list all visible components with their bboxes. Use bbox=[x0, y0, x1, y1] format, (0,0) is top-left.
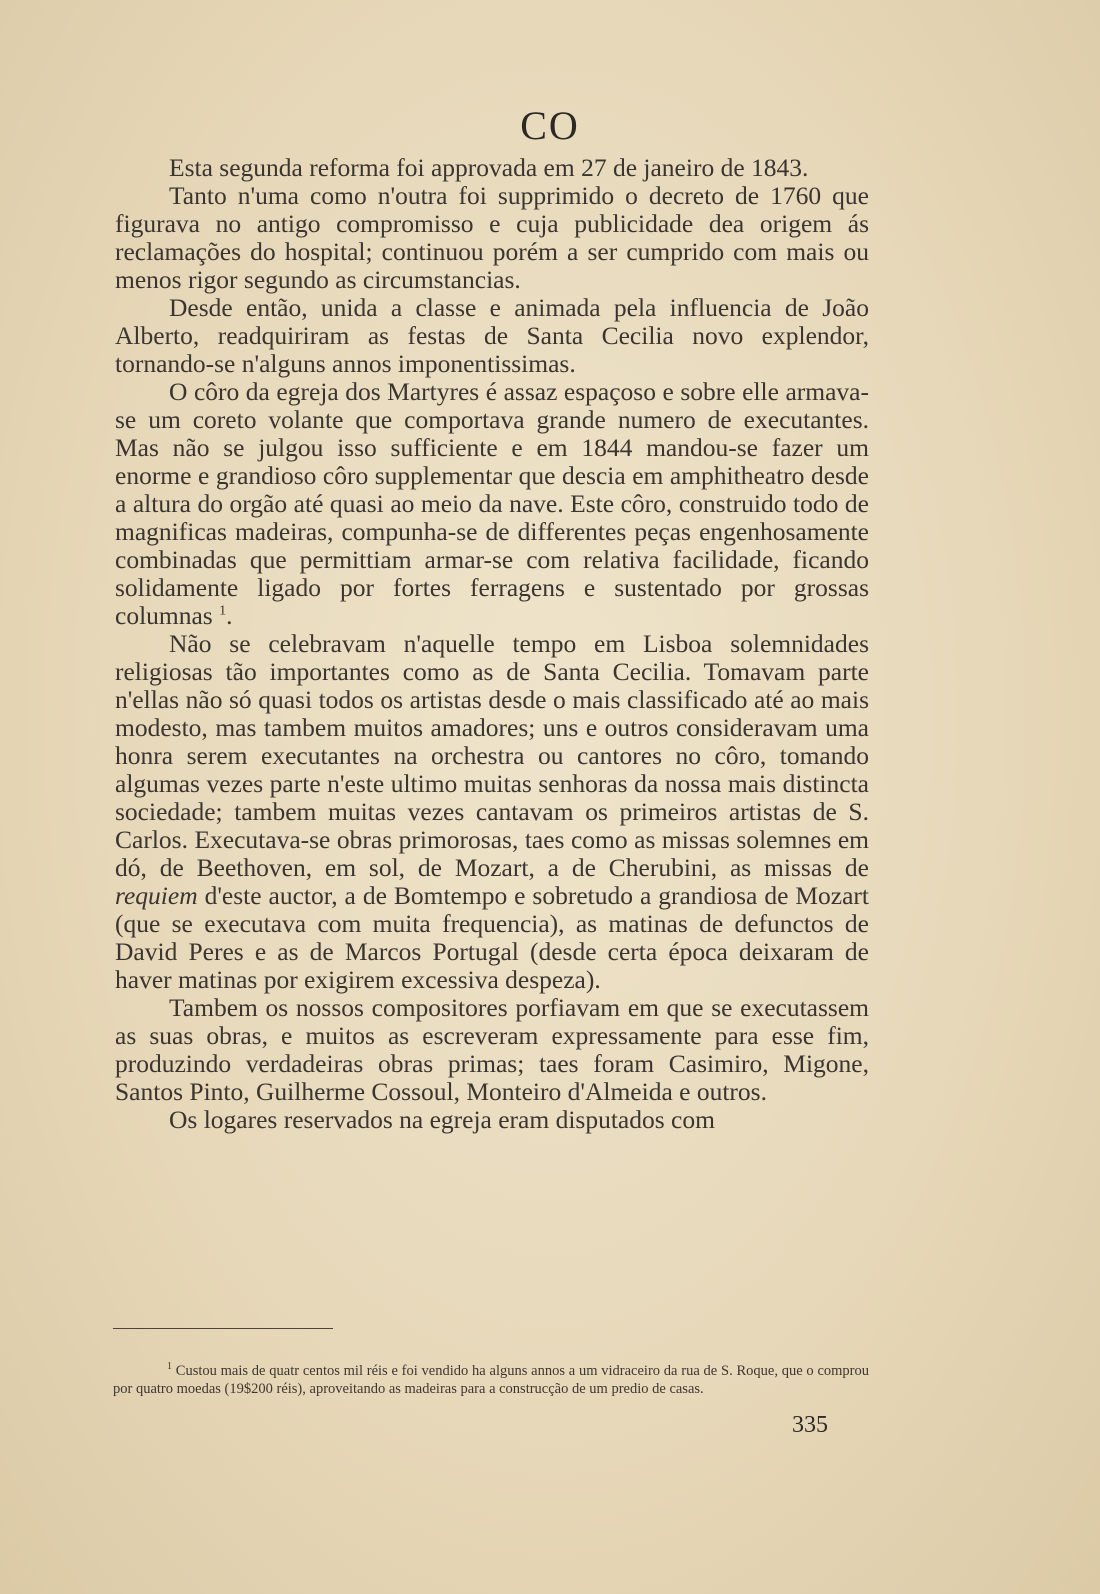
paragraph: Desde então, unida a classe e animada pela influencia de João Alberto, readquiriram as festas de Santa Cecilia novo explendor, tornando-se n'alguns annos imponentissimas. bbox=[115, 293, 869, 378]
footnote-divider bbox=[113, 1328, 333, 1329]
page-header-ornament: CO bbox=[520, 103, 580, 148]
paragraph: Tanto n'uma como n'outra foi supprimido o decreto de 1760 que figurava no antigo compromisso e cuja publicidade dea origem ás reclamações do hospital; continuou porém a ser cumprido com mais ou menos rigor segundo as circumstancias. bbox=[115, 181, 869, 294]
footnote bbox=[113, 1362, 869, 1398]
paragraph: Tambem os nossos compositores porfiavam em que se executassem as suas obras, e muitos as escreveram expressamente para esse fim, produzindo verdadeiras obras primas; taes foram Casimiro, Migone, Santos Pinto, Guilherme Cossoul, Monteiro d'Almeida e outros. bbox=[115, 993, 869, 1106]
paragraph-text: O côro da egreja dos Martyres é assaz espaçoso e sobre elle armava-se um coreto volante que comportava grande numero de executantes. Mas não se julgou isso sufficiente e em 1844 mandou-se fazer um enorme e grandioso côro supplementar que descia em amphitheatro desde a altura do orgão até quasi ao meio da nave. Este côro, construido todo de magnificas madeiras, compunha-se de differentes peças engenhosamente combinadas que permittiam armar-se com relativa facilidade, ficando solidamente ligado por fortes ferragens e sustentado por grossas columnas bbox=[115, 377, 869, 630]
body-text bbox=[115, 154, 869, 1134]
page-number: 335 bbox=[792, 1412, 828, 1438]
paragraph-text-continued: d'este auctor, a de Bomtempo e sobretudo a grandiosa de Mozart (que se executava com muita frequencia), as matinas de defunctos de David Peres e as de Marcos Portugal (desde certa época deixaram de haver matinas por exigirem excessiva despeza). bbox=[115, 881, 869, 994]
paragraph: Esta segunda reforma foi approvada em 27 de janeiro de 1843. bbox=[169, 153, 809, 182]
paragraph: Os logares reservados na egreja eram disputados com bbox=[169, 1105, 715, 1134]
footnote-reference: 1 bbox=[219, 603, 227, 619]
footnote-text: $^1$ Custou mais de quatr centos mil réis e foi vendido ha alguns annos a um vidraceiro da rua de S. Roque, que o comprou por quatro moedas (19$200 réis), aproveitando as madeiras para a construcção de um predio de casas. bbox=[113, 1361, 869, 1397]
footnote-marker: 1 bbox=[167, 1361, 172, 1373]
paragraph-end: . bbox=[226, 601, 233, 630]
paragraph bbox=[115, 378, 869, 630]
paragraph-text: Não se celebravam n'aquelle tempo em Lisboa solemnidades religiosas tão importantes como as de Santa Cecilia. Tomavam parte n'ellas não só quasi todos os artistas desde o mais classificado até ao mais modesto, mas tambem muitos amadores; uns e outros consideravam uma honra serem executantes na orchestra ou cantores no côro, tomando algumas vezes parte n'este ultimo muitas senhoras da nossa mais distincta sociedade; tambem muitas vezes cantavam os primeiros artistas de S. Carlos. Executava-se obras primorosas, taes como as missas solemnes em dó, de Beethoven, em sol, de Mozart, a de Cherubini, as missas de bbox=[115, 629, 869, 882]
paragraph bbox=[115, 630, 869, 994]
italic-term: requiem bbox=[115, 881, 198, 910]
